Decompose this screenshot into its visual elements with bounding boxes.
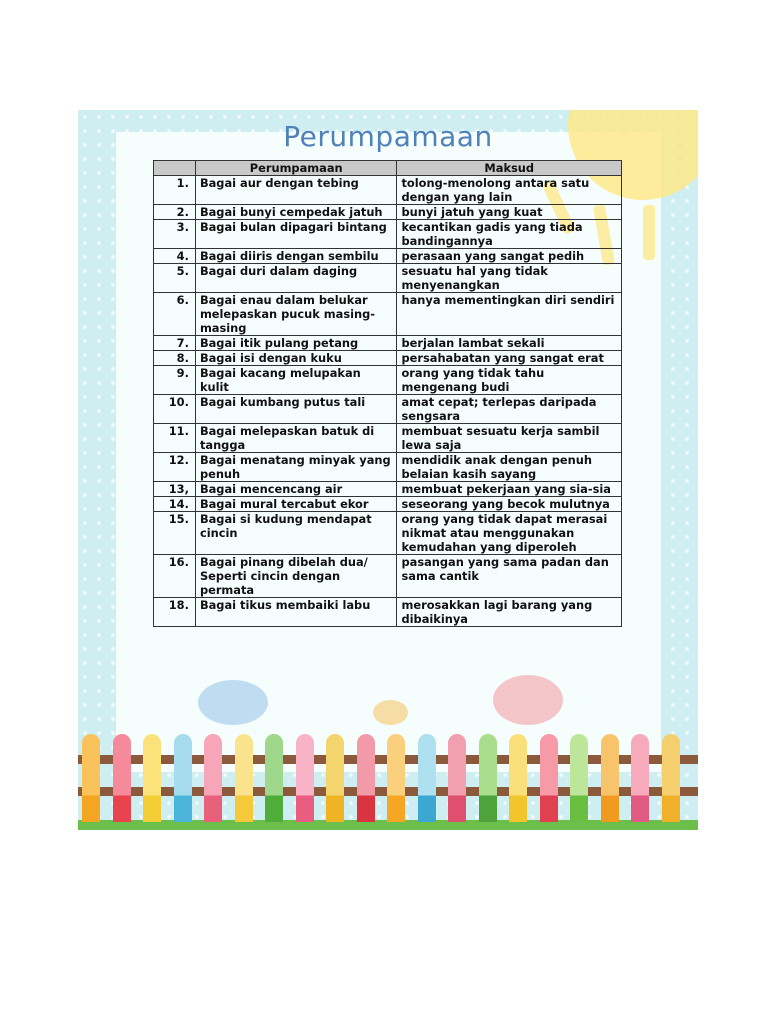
row-perumpamaan: Bagai si kudung mendapat cincin	[195, 512, 397, 555]
row-maksud: tolong-menolong antara satu dengan yang lain	[397, 176, 622, 205]
header-maksud: Maksud	[397, 161, 622, 176]
table-row	[154, 424, 622, 453]
table-row	[154, 249, 622, 264]
row-perumpamaan: Bagai tikus membaiki labu	[195, 598, 397, 627]
table-row	[154, 205, 622, 220]
fence-picket	[387, 734, 405, 822]
row-number: 1.	[154, 176, 196, 205]
header-perumpamaan: Perumpamaan	[195, 161, 397, 176]
row-perumpamaan: Bagai aur dengan tebing	[195, 176, 397, 205]
row-maksud: perasaan yang sangat pedih	[397, 249, 622, 264]
table-row	[154, 336, 622, 351]
fence-picket	[174, 734, 192, 822]
row-perumpamaan: Bagai pinang dibelah dua/ Seperti cincin dengan permata	[195, 555, 397, 598]
bird-decoration	[373, 700, 408, 725]
row-number: 14.	[154, 497, 196, 512]
row-maksud: amat cepat; terlepas daripada sengsara	[397, 395, 622, 424]
row-maksud: bunyi jatuh yang kuat	[397, 205, 622, 220]
table-row	[154, 264, 622, 293]
row-perumpamaan: Bagai enau dalam belukar melepaskan pucuk masing-masing	[195, 293, 397, 336]
fence-picket	[143, 734, 161, 822]
fence-picket	[326, 734, 344, 822]
row-maksud: orang yang tidak tahu mengenang budi	[397, 366, 622, 395]
row-maksud: sesuatu hal yang tidak menyenangkan	[397, 264, 622, 293]
fence-picket	[265, 734, 283, 822]
row-number: 18.	[154, 598, 196, 627]
row-maksud: seseorang yang becok mulutnya	[397, 497, 622, 512]
row-number: 7.	[154, 336, 196, 351]
table-row	[154, 512, 622, 555]
fence-picket	[82, 734, 100, 822]
table-row	[154, 598, 622, 627]
bird-decoration	[198, 680, 268, 725]
row-perumpamaan: Bagai mural tercabut ekor	[195, 497, 397, 512]
row-perumpamaan: Bagai duri dalam daging	[195, 264, 397, 293]
row-number: 11.	[154, 424, 196, 453]
row-number: 9.	[154, 366, 196, 395]
fence-picket	[113, 734, 131, 822]
row-number: 15.	[154, 512, 196, 555]
row-maksud: membuat sesuatu kerja sambil lewa saja	[397, 424, 622, 453]
table-body	[154, 176, 622, 627]
table-row	[154, 453, 622, 482]
row-number: 6.	[154, 293, 196, 336]
row-maksud: membuat pekerjaan yang sia-sia	[397, 482, 622, 497]
row-number: 16.	[154, 555, 196, 598]
fence-picket	[357, 734, 375, 822]
fence-picket	[418, 734, 436, 822]
table-row	[154, 293, 622, 336]
row-maksud: merosakkan lagi barang yang dibaikinya	[397, 598, 622, 627]
fence-picket	[662, 734, 680, 822]
table-row	[154, 555, 622, 598]
row-perumpamaan: Bagai bunyi cempedak jatuh	[195, 205, 397, 220]
row-maksud: hanya mementingkan diri sendiri	[397, 293, 622, 336]
table-row	[154, 395, 622, 424]
row-maksud: berjalan lambat sekali	[397, 336, 622, 351]
fence-picket	[479, 734, 497, 822]
page-title: Perumpamaan	[283, 120, 493, 153]
row-number: 3.	[154, 220, 196, 249]
row-number: 8.	[154, 351, 196, 366]
row-number: 10.	[154, 395, 196, 424]
table-row	[154, 366, 622, 395]
sun-ray	[643, 205, 655, 260]
fence-picket	[570, 734, 588, 822]
row-perumpamaan: Bagai kacang melupakan kulit	[195, 366, 397, 395]
row-maksud: orang yang tidak dapat merasai nikmat atau menggunakan kemudahan yang diperoleh	[397, 512, 622, 555]
header-number	[154, 161, 196, 176]
picket-fence	[78, 725, 698, 830]
row-perumpamaan: Bagai diiris dengan sembilu	[195, 249, 397, 264]
fence-picket	[448, 734, 466, 822]
table-row	[154, 497, 622, 512]
table-row	[154, 482, 622, 497]
row-perumpamaan: Bagai isi dengan kuku	[195, 351, 397, 366]
row-maksud: pasangan yang sama padan dan sama cantik	[397, 555, 622, 598]
row-number: 12.	[154, 453, 196, 482]
row-perumpamaan: Bagai melepaskan batuk di tangga	[195, 424, 397, 453]
fence-picket	[540, 734, 558, 822]
bird-decoration	[493, 675, 563, 725]
row-maksud: kecantikan gadis yang tiada bandingannya	[397, 220, 622, 249]
row-perumpamaan: Bagai mencencang air	[195, 482, 397, 497]
table-row	[154, 351, 622, 366]
row-number: 5.	[154, 264, 196, 293]
row-maksud: persahabatan yang sangat erat	[397, 351, 622, 366]
fence-picket	[204, 734, 222, 822]
row-number: 13,	[154, 482, 196, 497]
row-perumpamaan: Bagai menatang minyak yang penuh	[195, 453, 397, 482]
table-row	[154, 220, 622, 249]
row-perumpamaan: Bagai kumbang putus tali	[195, 395, 397, 424]
row-perumpamaan: Bagai bulan dipagari bintang	[195, 220, 397, 249]
row-number: 2.	[154, 205, 196, 220]
row-maksud: mendidik anak dengan penuh belaian kasih sayang	[397, 453, 622, 482]
row-number: 4.	[154, 249, 196, 264]
fence-picket	[631, 734, 649, 822]
table-row	[154, 176, 622, 205]
fence-picket	[509, 734, 527, 822]
fence-picket	[601, 734, 619, 822]
perumpamaan-table	[153, 160, 622, 627]
fence-picket	[296, 734, 314, 822]
row-perumpamaan: Bagai itik pulang petang	[195, 336, 397, 351]
table-header-row	[154, 161, 622, 176]
fence-picket	[235, 734, 253, 822]
